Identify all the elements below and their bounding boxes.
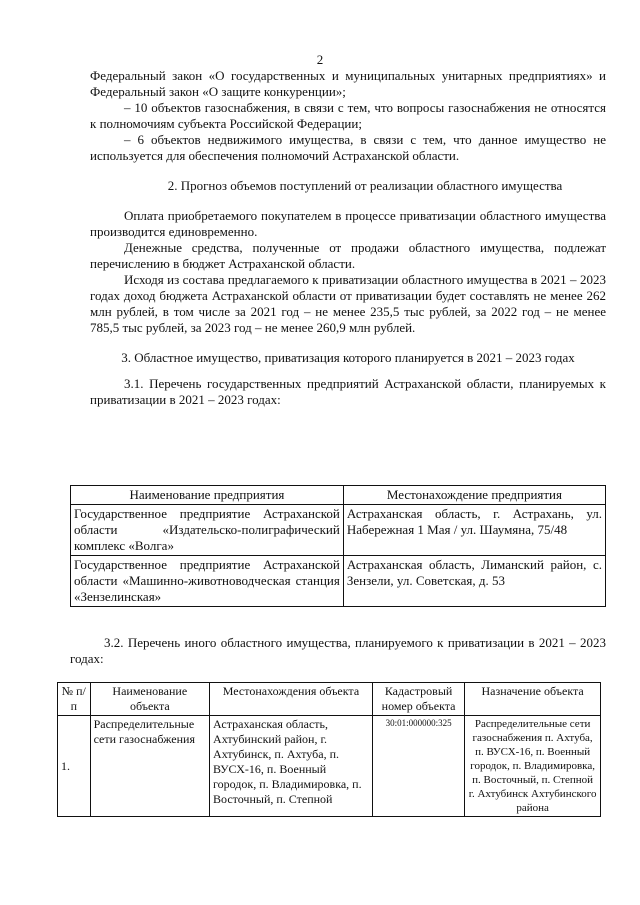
paragraph-gas-objects: – 10 объектов газоснабжения, в связи с тем, что вопросы газоснабжения не относятся к полномочиям субъекта Российской Федерации; [90,100,606,131]
table-header-cell: Наименование объекта [90,683,209,716]
table-cell: 30:01:000000:325 [372,716,464,817]
table-cell: Государственное предприятие Астраханской области «Машинно-животноводческая станция «Зензелинская» [71,556,344,607]
table-cell: Распределительные сети газоснабжения п. Ахтуба, п. ВУСХ-16, п. Военный городок, п. Владимировка, п. Восточный, п. Степной г. Ахтубинск Ахтубинского района [465,716,601,817]
table-header-row [58,683,601,716]
table-row [58,716,601,817]
paragraph-laws: Федеральный закон «О государственных и муниципальных унитарных предприятиях» и Федеральный закон «О защите конкуренции»; [90,68,606,99]
paragraph-real-estate: – 6 объектов недвижимого имущества, в связи с тем, что данное имущество не используется для обеспечения полномочий Астраханской области. [90,132,606,163]
table-cell: 1. [58,716,91,817]
table-header-cell: Местонахождение предприятия [343,486,605,505]
table-header-cell: Кадастровый номер объекта [372,683,464,716]
paragraph-income: Исходя из состава предлагаемого к приватизации областного имущества в 2021 – 2023 годах доход бюджета Астраханской области от приватизации будет составлять не менее 262 млн рублей, в том числе за 2021 год – не менее 235,5 тыс рублей, за 2022 год – не менее 785,5 тыс рублей, за 2023 год – не менее 260,9 млн рублей. [90,272,606,335]
table-header-cell: Наименование предприятия [71,486,344,505]
table-header-cell: № п/п [58,683,91,716]
paragraph-funds: Денежные средства, полученные от продажи областного имущества, подлежат перечислению в бюджет Астраханской области. [90,240,606,271]
table-cell: Астраханская область, Лиманский район, с. Зензели, ул. Советская, д. 53 [343,556,605,607]
table-cell: Государственное предприятие Астраханской области «Издательско-полиграфический комплекс «Волга» [71,505,344,556]
table-cell: Астраханская область, Ахтубинский район, г. Ахтубинск, п. Ахтуба, п. ВУСХ-16, п. Военный городок, п. Владимировка, п. Восточный, п. Степной [210,716,373,817]
property-table [57,682,601,817]
page-number: 2 [316,52,324,67]
table-header-row [71,486,606,505]
document-body [90,68,606,408]
section-heading-2: 2. Прогноз объемов поступлений от реализации областного имущества [167,178,563,193]
table-row [71,556,606,607]
table-cell: Астраханская область, г. Астрахань, ул. Набережная 1 Мая / ул. Шаумяна, 75/48 [343,505,605,556]
paragraph-3-1: 3.1. Перечень государственных предприятий Астраханской области, планируемых к приватизации в 2021 – 2023 годах: [90,376,606,407]
paragraph-payment: Оплата приобретаемого покупателем в процессе приватизации областного имущества производится единовременно. [90,208,606,239]
table-header-cell: Назначение объекта [465,683,601,716]
enterprises-table [70,485,606,607]
section-heading-3: 3. Областное имущество, приватизация которого планируется в 2021 – 2023 годах [121,350,575,365]
table-header-cell: Местонахождения объекта [210,683,373,716]
table-row [71,505,606,556]
paragraph-3-2: 3.2. Перечень иного областного имущества, планируемого к приватизации в 2021 – 2023 годах: [70,635,606,666]
table-cell: Распределительные сети газоснабжения [90,716,209,817]
